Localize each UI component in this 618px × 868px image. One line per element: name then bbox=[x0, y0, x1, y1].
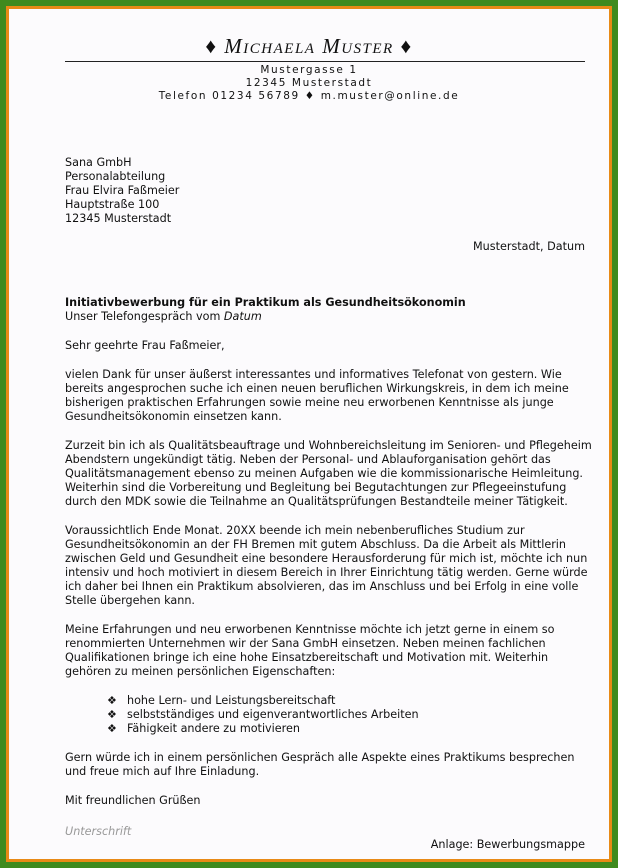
bullet-icon: ❖ bbox=[107, 694, 117, 707]
body-paragraph: vielen Dank für unser äußerst interessantes und informatives Telefonat von gestern. Wie bereits angesprochen suche ich einen neuen beruflichen Wirkungskreis, in dem ich meine bisherigen praktischen Erfahrungen sowie meine neu erworbenen Kenntnisse als junge Gesundheitsökonomin einsetzen kann. bbox=[65, 368, 569, 423]
subject-title: Initiativbewerbung für ein Praktikum als Gesundheitsökonomin bbox=[65, 296, 466, 309]
recipient-line: Frau Elvira Faßmeier bbox=[65, 184, 180, 197]
attachment-note: Anlage: Bewerbungsmappe bbox=[430, 838, 585, 851]
list-item-text: selbstständiges und eigenverantwortliches Arbeiten bbox=[127, 708, 419, 721]
sender-name: ♦ Michaela Muster ♦ bbox=[205, 34, 413, 58]
recipient-line: Personalabteilung bbox=[65, 170, 166, 183]
body-paragraph: Meine Erfahrungen und neu erworbenen Kenntnisse möchte ich jetzt gerne in einem so renommierten Unternehmen wir der Sana GmbH einsetzen. Neben meinen fachlichen Qualifikationen bringe ich eine hohe Einsatzbereitschaft und Motivation mit. Weiterhin gehören zu meinen persönlichen Eigenschaften: bbox=[65, 623, 555, 678]
sender-phone-email: Telefon 01234 56789 ♦ m.muster@online.de bbox=[158, 90, 460, 102]
recipient-line: Sana GmbH bbox=[65, 156, 132, 169]
signature: Unterschrift bbox=[65, 825, 132, 838]
list-item bbox=[107, 694, 595, 708]
subject-reference bbox=[65, 310, 466, 324]
body-paragraph: Voraussichtlich Ende Monat. 20XX beende ich mein nebenberufliches Studium zur Gesundheitsökonomin an der FH Bremen mit gutem Abschluss. Da die Arbeit als Mittlerin zwischen Geld und Gesundheit eine besondere Herausforderung für mich ist, möchte ich nun intensiv und hoch motiviert in diesem Bereich in Ihrer Einrichtung tätig werden. Gerne würde ich daher bei Ihnen ein Praktikum absolvieren, das im Anschluss und bei Erfolg in eine volle Stelle übergehen kann. bbox=[65, 524, 588, 607]
bullet-icon: ❖ bbox=[107, 708, 117, 721]
salutation: Sehr geehrte Frau Faßmeier, bbox=[65, 339, 225, 352]
sender-street: Mustergasse 1 bbox=[260, 64, 358, 76]
list-item bbox=[107, 708, 595, 722]
recipient-line: 12345 Musterstadt bbox=[65, 212, 172, 225]
letter-body bbox=[65, 339, 595, 823]
closing: Mit freundlichen Grüßen bbox=[65, 794, 201, 807]
subject-block bbox=[65, 296, 466, 324]
sender-city: 12345 Musterstadt bbox=[245, 77, 373, 89]
list-item-text: hohe Lern- und Leistungsbereitschaft bbox=[127, 694, 336, 707]
bullet-icon: ❖ bbox=[107, 722, 117, 735]
recipient-line: Hauptstraße 100 bbox=[65, 198, 160, 211]
list-item-text: Fähigkeit andere zu motivieren bbox=[127, 722, 300, 735]
sender-contact bbox=[9, 64, 609, 103]
reference-prefix: Unser Telefongespräch vom bbox=[65, 310, 221, 323]
letter-page bbox=[9, 9, 609, 859]
recipient-address bbox=[65, 156, 179, 226]
body-paragraph: Zurzeit bin ich als Qualitätsbeauftrage und Wohnbereichsleitung im Senioren- und Pflegeheim Abendstern ungekündigt tätig. Neben der Personal- und Ablauforganisation gehört das Qualitätsmanagement ebenso zu meinen Aufgaben wie die kommissionarische Heimleitung. Weiterhin sind die Vorbereitung und Begleitung bei Begutachtungen zur Pflegeeinstufung durch den MDK sowie die Teilnahme an Qualitätsprüfungen Bestandteile meiner Tätigkeit. bbox=[65, 439, 592, 508]
list-item bbox=[107, 722, 595, 736]
letterhead-divider bbox=[65, 61, 585, 62]
letter-date: Musterstadt, Datum bbox=[473, 240, 585, 253]
qualities-list bbox=[65, 694, 595, 736]
reference-date: Datum bbox=[223, 310, 262, 323]
closing-paragraph: Gern würde ich in einem persönlichen Gespräch alle Aspekte eines Praktikums besprechen und freue mich auf Ihre Einladung. bbox=[65, 751, 575, 778]
